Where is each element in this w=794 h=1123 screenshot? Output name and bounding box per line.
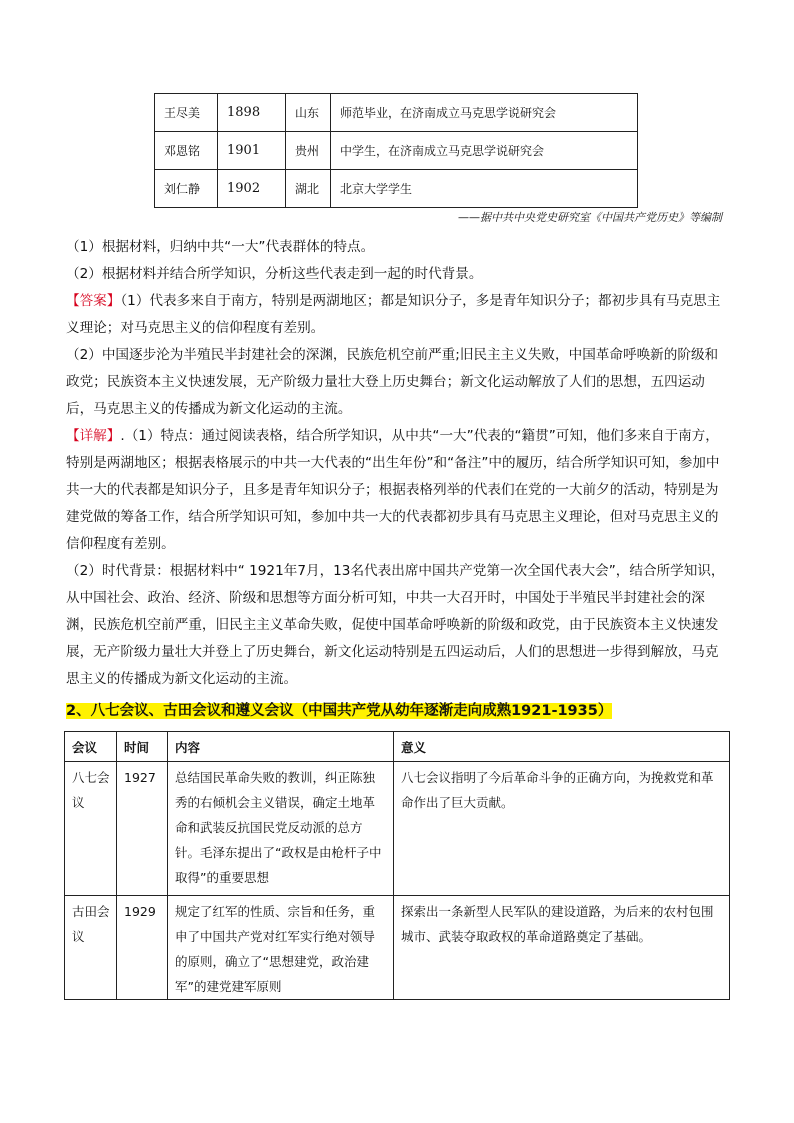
question-2: （2）根据材料并结合所学知识，分析这些代表走到一起的时代背景。 — [66, 266, 483, 282]
section-heading — [66, 700, 612, 722]
detail-part-2: （2）时代背景：根据材料中“ 1921年7月，13名代表出席中国共产党第一次全国代表大会”，结合所学知识，从中国社会、政治、经济、阶级和思想等方面分析可知，中共一大召开时，中国处于半殖民半封建社会的深渊，民族危机空前严重，旧民主主义革命失败，促使中国革命呼唤新的阶级和政党，由于民族资本主义快速发展，无产阶级力量壮大并登上了历史舞台，新文化运动特别是五四运动后，人们的思想进一步得到解放，马克思主义的传播成为新文化运动的主流。 — [66, 563, 725, 687]
delegate-name: 刘仁静 — [155, 170, 218, 208]
meeting-significance: 探索出一条新型人民军队的建设道路，为后来的农村包围城市、武装夺取政权的革命道路奠定了基础。 — [394, 896, 730, 1000]
table-header-row — [65, 732, 730, 762]
delegate-note: 北京大学学生 — [331, 170, 638, 208]
heading-text: 2、八七会议、古田会议和遵义会议（中国共产党从幼年逐渐走向成熟 — [66, 703, 512, 719]
meeting-content: 总结国民革命失败的教训，纠正陈独秀的右倾机会主义错误，确定土地革命和武装反抗国民党反动派的总方针。毛泽东提出了“政权是由枪杆子中取得”的重要思想 — [168, 762, 394, 896]
answer-part-1 — [66, 288, 730, 342]
meeting-name: 古田会议 — [65, 896, 117, 1000]
delegate-origin: 贵州 — [286, 132, 331, 170]
answer-text-1: （1）代表多来自于南方，特别是两湖地区；都是知识分子，多是青年知识分子；都初步具有马克思主义理论；对马克思主义的信仰程度有差别。 — [66, 293, 721, 336]
delegate-birth-year: 1898 — [218, 94, 286, 132]
meeting-time: 1927 — [117, 762, 168, 896]
detail-label: 【详解】 — [66, 428, 121, 444]
header-meeting: 会议 — [65, 732, 117, 762]
delegate-birth-year: 1902 — [218, 170, 286, 208]
source-note: ——据中共中央党史研究室《中国共产党历史》等编制 — [458, 211, 722, 224]
delegates-table — [154, 93, 638, 208]
meeting-time: 1929 — [117, 896, 168, 1000]
header-content: 内容 — [168, 732, 394, 762]
delegate-note: 师范毕业，在济南成立马克思学说研究会 — [331, 94, 638, 132]
meeting-significance: 八七会议指明了今后革命斗争的正确方向，为挽救党和革命作出了巨大贡献。 — [394, 762, 730, 896]
meeting-content: 规定了红军的性质、宗旨和任务，重申了中国共产党对红军实行绝对领导的原则，确立了“思想建党，政治建军”的建党建军原则 — [168, 896, 394, 1000]
table-row — [155, 132, 638, 170]
delegate-origin: 湖北 — [286, 170, 331, 208]
table-row — [65, 896, 730, 1000]
delegate-note: 中学生，在济南成立马克思学说研究会 — [331, 132, 638, 170]
meetings-table — [64, 731, 730, 1000]
meeting-name: 八七会议 — [65, 762, 117, 896]
delegate-origin: 山东 — [286, 94, 331, 132]
answer-label: 【答案】 — [66, 293, 121, 309]
answer-part-2: （2）中国逐步沦为半殖民半封建社会的深渊，民族危机空前严重;旧民主主义失败，中国革命呼唤新的阶级和政党；民族资本主义快速发展，无产阶级力量壮大登上历史舞台；新文化运动解放了人们的思想，五四运动后，马克思主义的传播成为新文化运动的主流。 — [66, 347, 719, 417]
header-significance: 意义 — [394, 732, 730, 762]
delegate-name: 邓恩铭 — [155, 132, 218, 170]
delegate-birth-year: 1901 — [218, 132, 286, 170]
heading-years: 1921-1935） — [511, 703, 613, 719]
table-row — [65, 762, 730, 896]
detail-text-1: .（1）特点：通过阅读表格，结合所学知识，从中共“一大”代表的“籍贯”可知，他们多来自于南方，特别是两湖地区；根据表格展示的中共一大代表的“出生年份”和“备注”中的履历，结合所学知识可知，参加中共一大的代表都是知识分子，且多是青年知识分子；根据表格列举的代表们在党的一大前夕的活动，特别是为建党做的筹备工作，结合所学知识可知，参加中共一大的代表都初步具有马克思主义理论，但对马克思主义的信仰程度有差别。 — [66, 428, 720, 552]
detail-part-1 — [66, 423, 730, 558]
table-row — [155, 94, 638, 132]
question-1: （1）根据材料，归纳中共“一大”代表群体的特点。 — [66, 239, 375, 255]
table-row — [155, 170, 638, 208]
delegate-name: 王尽美 — [155, 94, 218, 132]
header-time: 时间 — [117, 732, 168, 762]
